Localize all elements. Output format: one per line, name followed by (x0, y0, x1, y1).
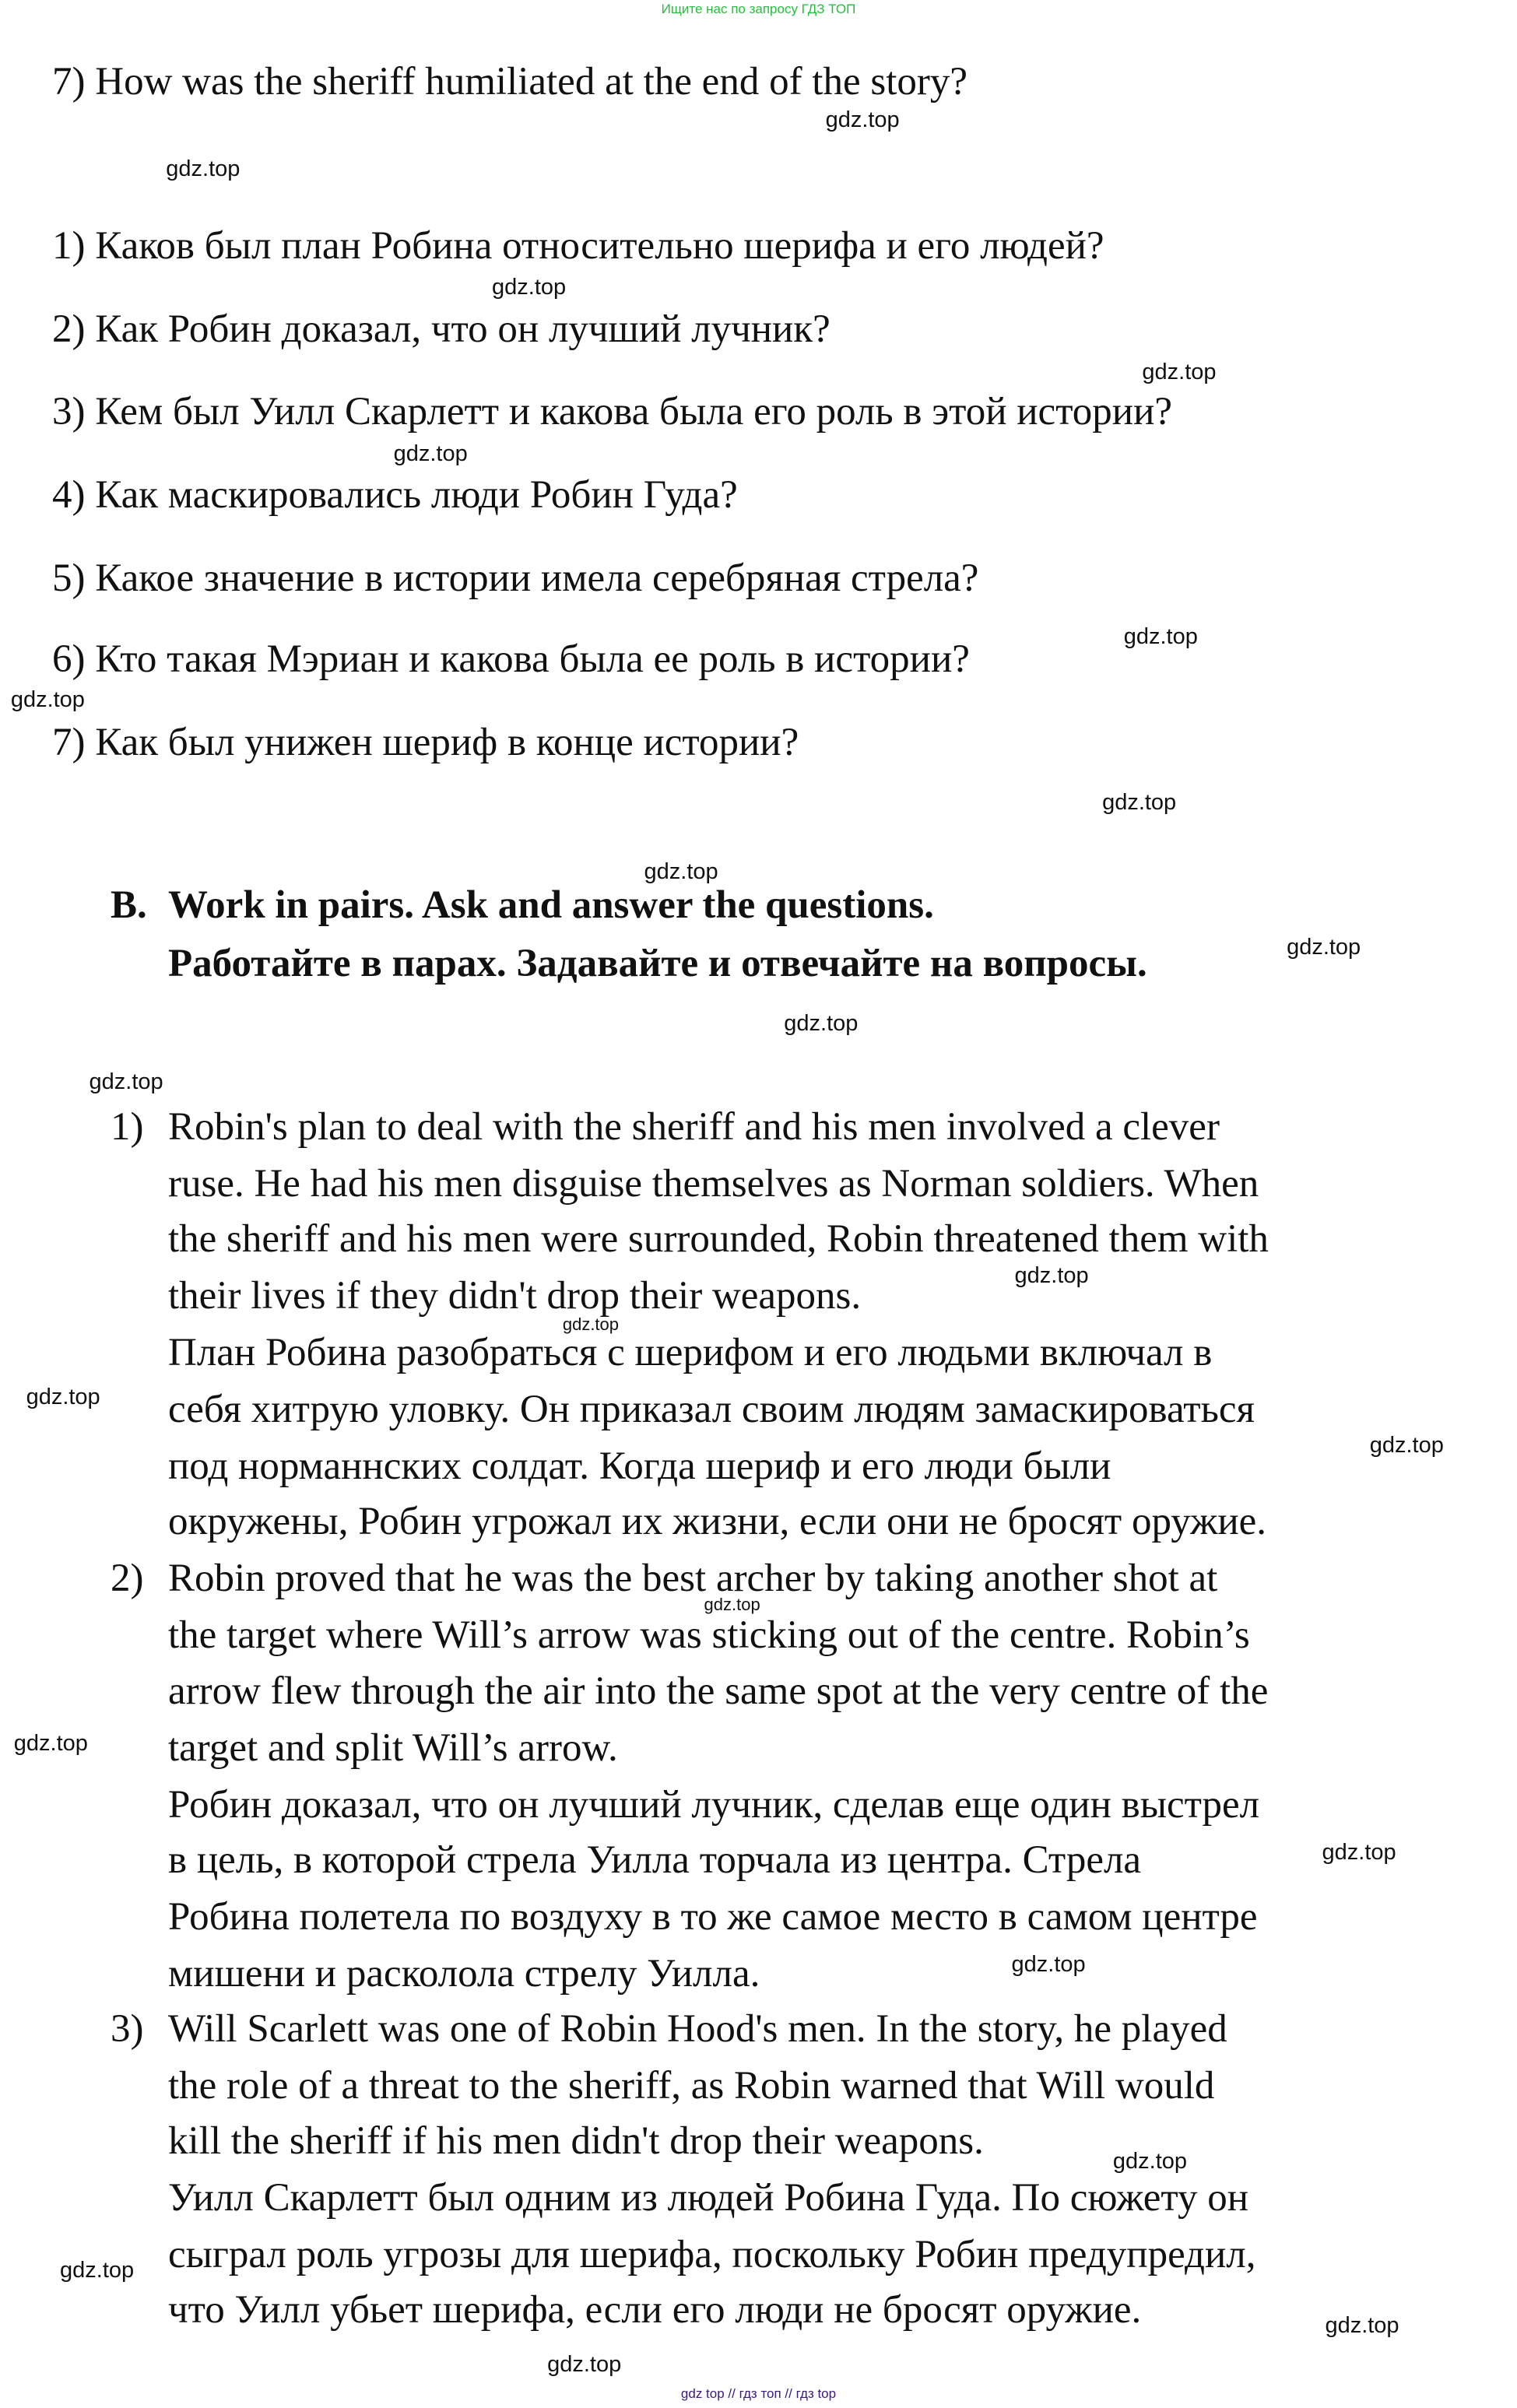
watermark: gdz.top (644, 858, 718, 884)
answer-number: 3) (111, 2007, 144, 2051)
answer-line: kill the sheriff if his men didn't drop their weapons. (168, 2119, 984, 2164)
answer-line: ruse. He had his men disguise themselves as Norman soldiers. When (168, 1161, 1259, 1206)
answer-line: окружены, Робин угрожал их жизни, если они не бросят оружие. (168, 1500, 1267, 1544)
header-banner: Ищите нас по запросу ГДЗ ТОП (661, 2, 856, 16)
watermark: gdz.top (1322, 1839, 1396, 1865)
answer-line: Robin's plan to deal with the sheriff and his men involved a clever (168, 1104, 1220, 1149)
watermark: gdz.top (1014, 1263, 1089, 1289)
watermark: gdz.top (1011, 1952, 1086, 1978)
english-question-7: 7) How was the sheriff humiliated at the end of the story? (52, 60, 967, 104)
russian-question: 6) Кто такая Мэриан и какова была ее роль в истории? (52, 637, 970, 682)
answer-line: в цель, в которой стрела Уилла торчала из центра. Стрела (168, 1838, 1142, 1882)
answer-line: their lives if they didn't drop their weapons. (168, 1273, 862, 1318)
watermark: gdz.top (1102, 789, 1177, 815)
russian-question: 4) Как маскировались люди Робин Гуда? (52, 472, 738, 517)
answer-line: что Уилл убьет шерифа, если его люди не бросят оружие. (168, 2288, 1142, 2333)
answer-line: План Робина разобраться с шерифом и его людьми включал в (168, 1331, 1213, 1374)
answer-line: себя хитрую уловку. Он приказал своим людям замаскироваться (168, 1388, 1255, 1432)
watermark: gdz.top (825, 107, 900, 133)
watermark: gdz.top (10, 686, 85, 712)
watermark: gdz.top (562, 1315, 620, 1335)
section-b-title-ru: Работайте в парах. Задавайте и отвечайте на вопросы. (168, 942, 1147, 985)
watermark: gdz.top (492, 275, 567, 300)
answer-line: the target where Will’s arrow was sticking out of the centre. Robin’s (168, 1613, 1250, 1658)
answer-line: мишени и расколола стрелу Уилла. (168, 1951, 760, 1996)
section-b-letter: B. (111, 883, 147, 927)
watermark: gdz.top (784, 1011, 859, 1037)
russian-question: 1) Каков был план Робина относительно шерифа и его людей? (52, 224, 1104, 268)
answer-line: Уилл Скарлетт был одним из людей Робина Гуда. По сюжету он (168, 2176, 1249, 2220)
watermark: gdz.top (1112, 2148, 1188, 2174)
watermark: gdz.top (1287, 934, 1361, 960)
russian-question: 3) Кем был Уилл Скарлетт и какова была его роль в этой истории? (52, 390, 1173, 434)
russian-question: 2) Как Робин доказал, что он лучший лучник? (52, 307, 830, 351)
watermark: gdz.top (1142, 359, 1217, 384)
watermark: gdz.top (704, 1594, 760, 1614)
watermark: gdz.top (26, 1385, 100, 1410)
watermark: gdz.top (1369, 1432, 1444, 1458)
answer-number: 1) (111, 1104, 144, 1149)
watermark: gdz.top (393, 441, 468, 466)
answer-line: Робин доказал, что он лучший лучник, сделав еще один выстрел (168, 1782, 1260, 1827)
answer-line: Will Scarlett was one of Robin Hood's men. In the story, he played (168, 2007, 1227, 2051)
answer-line: Robin proved that he was the best archer by taking another shot at (168, 1557, 1218, 1601)
watermark: gdz.top (1123, 623, 1198, 649)
answer-line: сыграл роль угрозы для шерифа, поскольку Робин предупредил, (168, 2233, 1256, 2277)
answer-line: под норманнских солдат. Когда шериф и его люди были (168, 1444, 1111, 1489)
answer-line: arrow flew through the air into the same spot at the very centre of the (168, 1669, 1269, 1713)
russian-question: 5) Какое значение в истории имела серебряная стрела? (52, 556, 979, 600)
watermark: gdz.top (89, 1069, 163, 1095)
watermark: gdz.top (166, 156, 241, 182)
watermark: gdz.top (547, 2351, 622, 2377)
watermark: gdz.top (13, 1730, 88, 1756)
answer-line: the sheriff and his men were surrounded, Robin threatened them with (168, 1216, 1269, 1261)
footer-banner: gdz top // гдз топ // гдз top (680, 2386, 837, 2401)
russian-question: 7) Как был унижен шериф в конце истории? (52, 720, 799, 764)
answer-line: the role of a threat to the sheriff, as Robin warned that Will would (168, 2064, 1215, 2108)
section-b-title-en: Work in pairs. Ask and answer the questions. (168, 883, 934, 927)
watermark: gdz.top (60, 2258, 135, 2283)
answer-line: target and split Will’s arrow. (168, 1725, 618, 1770)
answer-line: Робина полетела по воздуху в то же самое место в самом центре (168, 1894, 1258, 1939)
answer-number: 2) (111, 1557, 144, 1601)
watermark: gdz.top (1325, 2313, 1399, 2339)
